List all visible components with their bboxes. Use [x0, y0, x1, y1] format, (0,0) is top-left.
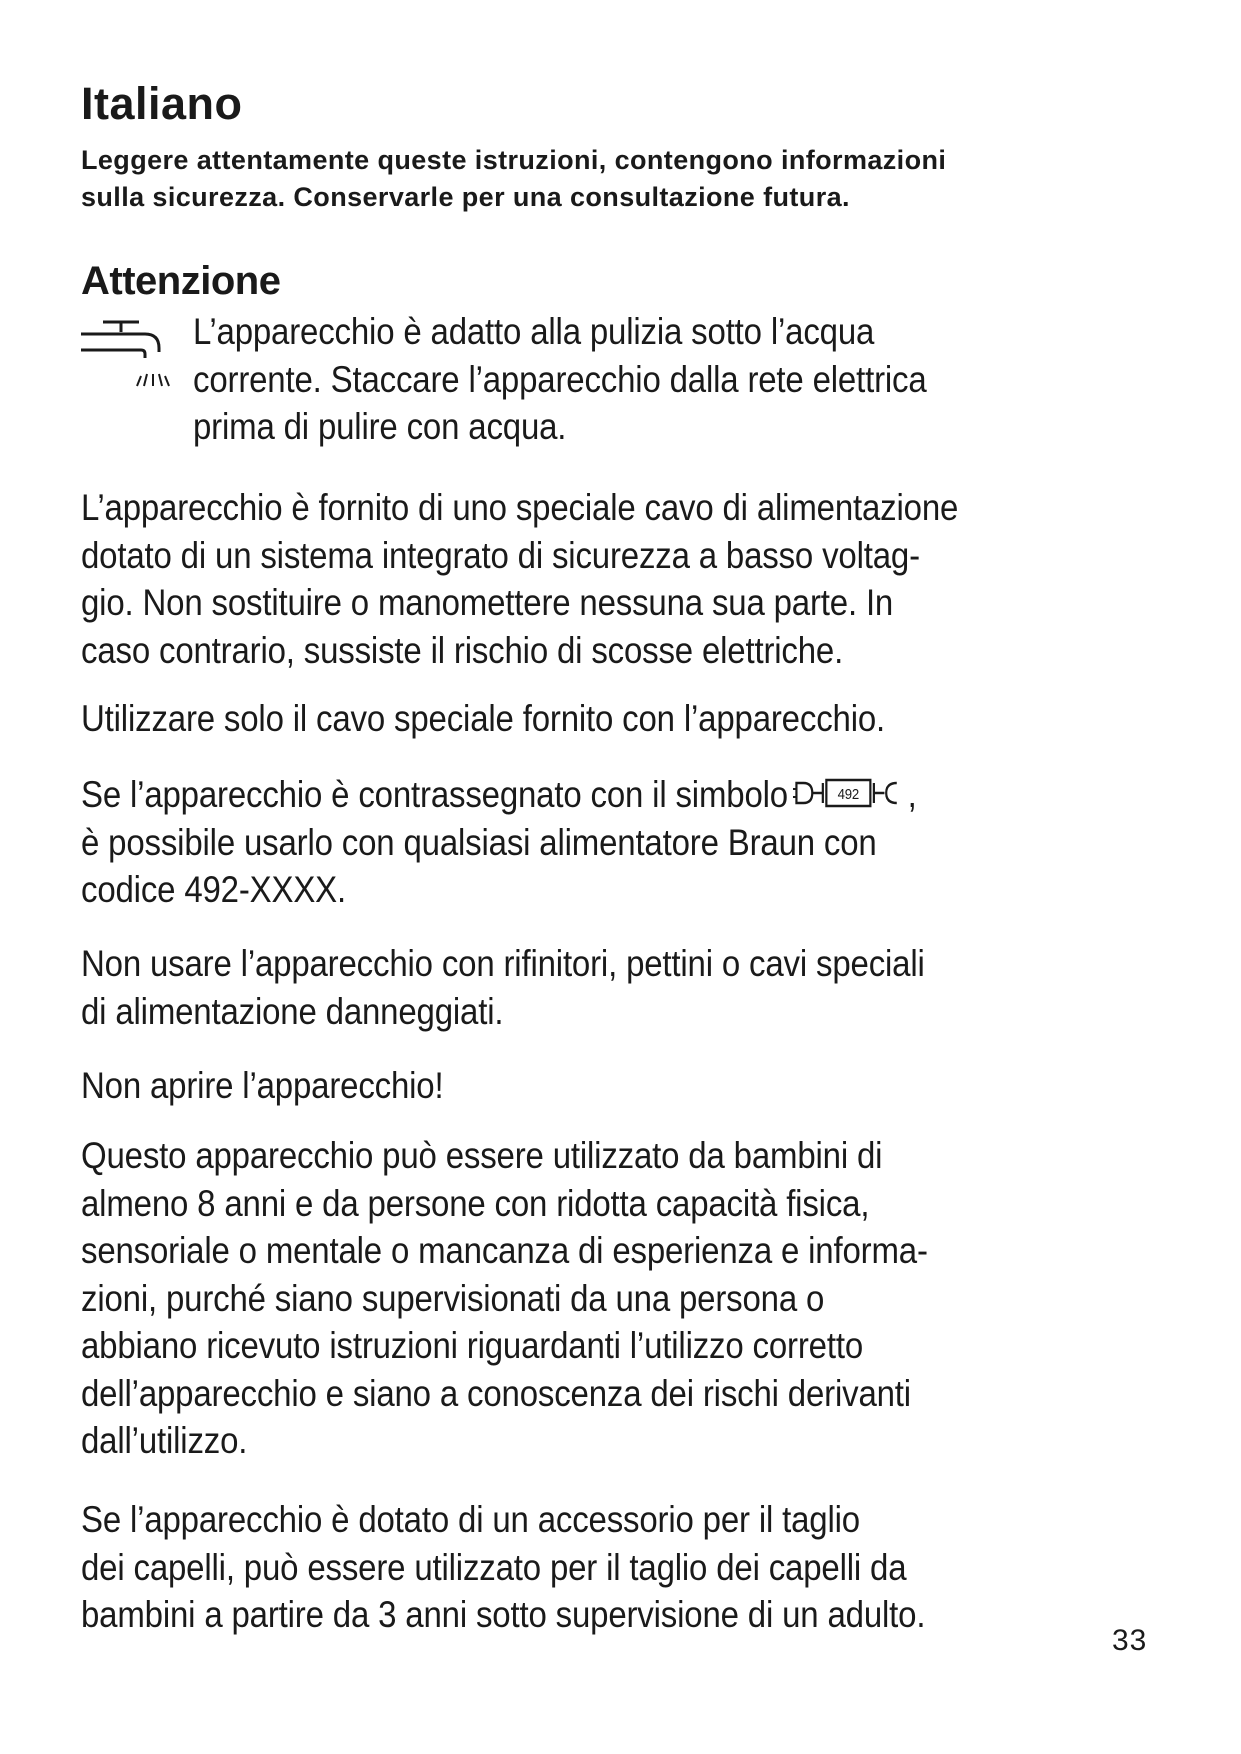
symbol-text-after: , è possibile usarlo con qualsiasi alimentatore Braun con codice 492-XXXX. — [81, 773, 917, 910]
running-water-icon — [81, 318, 171, 388]
page-content — [81, 78, 1171, 448]
braun-492-plug-symbol — [793, 775, 907, 811]
haircut-paragraph: Se l’apparecchio è dotato di un accessorio per il taglio dei capelli, può essere utilizzato per il taglio dei capelli da bambini a partire da 3 anni sotto supervisione di un adulto. — [81, 1498, 926, 1635]
language-title: Italiano — [81, 78, 243, 129]
symbol-text-before: Se l’apparecchio è contrassegnato con il simbolo — [81, 773, 788, 815]
do-not-open-paragraph: Non aprire l’apparecchio! — [81, 1064, 444, 1106]
intro-line-2: sulla sicurezza. Conservarle per una consultazione futura. — [81, 182, 850, 212]
children-paragraph: Questo apparecchio può essere utilizzato da bambini di almeno 8 anni e da persone con ridotta capacità fisica, sensoriale o mentale o mancanza di esperienza e informa- zioni, purché siano supervisionati da una persona o abbiano ricevuto istruzioni riguardanti l’utilizzo corretto dell’apparecchio e siano a conoscenza dei rischi derivanti dall’utilizzo. — [81, 1134, 928, 1461]
intro-line-1: Leggere attentamente queste istruzioni, contengono informazioni — [81, 145, 947, 175]
special-cord-paragraph: Utilizzare solo il cavo speciale fornito con l’apparecchio. — [81, 697, 886, 739]
intro-text — [81, 142, 1171, 216]
cord-paragraph: L’apparecchio è fornito di uno speciale cavo di alimentazione dotato di un sistema integrato di sicurezza a basso voltag- gio. Non sostituire o manomettere nessuna sua parte. In caso contrario, sussiste il rischio di scosse elettriche. — [81, 486, 959, 671]
symbol-label: 492 — [837, 785, 860, 803]
water-cleaning-note — [81, 308, 1171, 448]
water-cleaning-text: L’apparecchio è adatto alla pulizia sotto l’acqua corrente. Staccare l’apparecchio dalla rete elettrica prima di pulire con acqua. — [193, 310, 927, 447]
warning-title: Attenzione — [81, 259, 281, 303]
page-number: 33 — [1112, 1624, 1148, 1657]
damaged-parts-paragraph: Non usare l’apparecchio con rifinitori, pettini o cavi speciali di alimentazione danneggiati. — [81, 942, 925, 1032]
symbol-paragraph — [81, 771, 1163, 914]
